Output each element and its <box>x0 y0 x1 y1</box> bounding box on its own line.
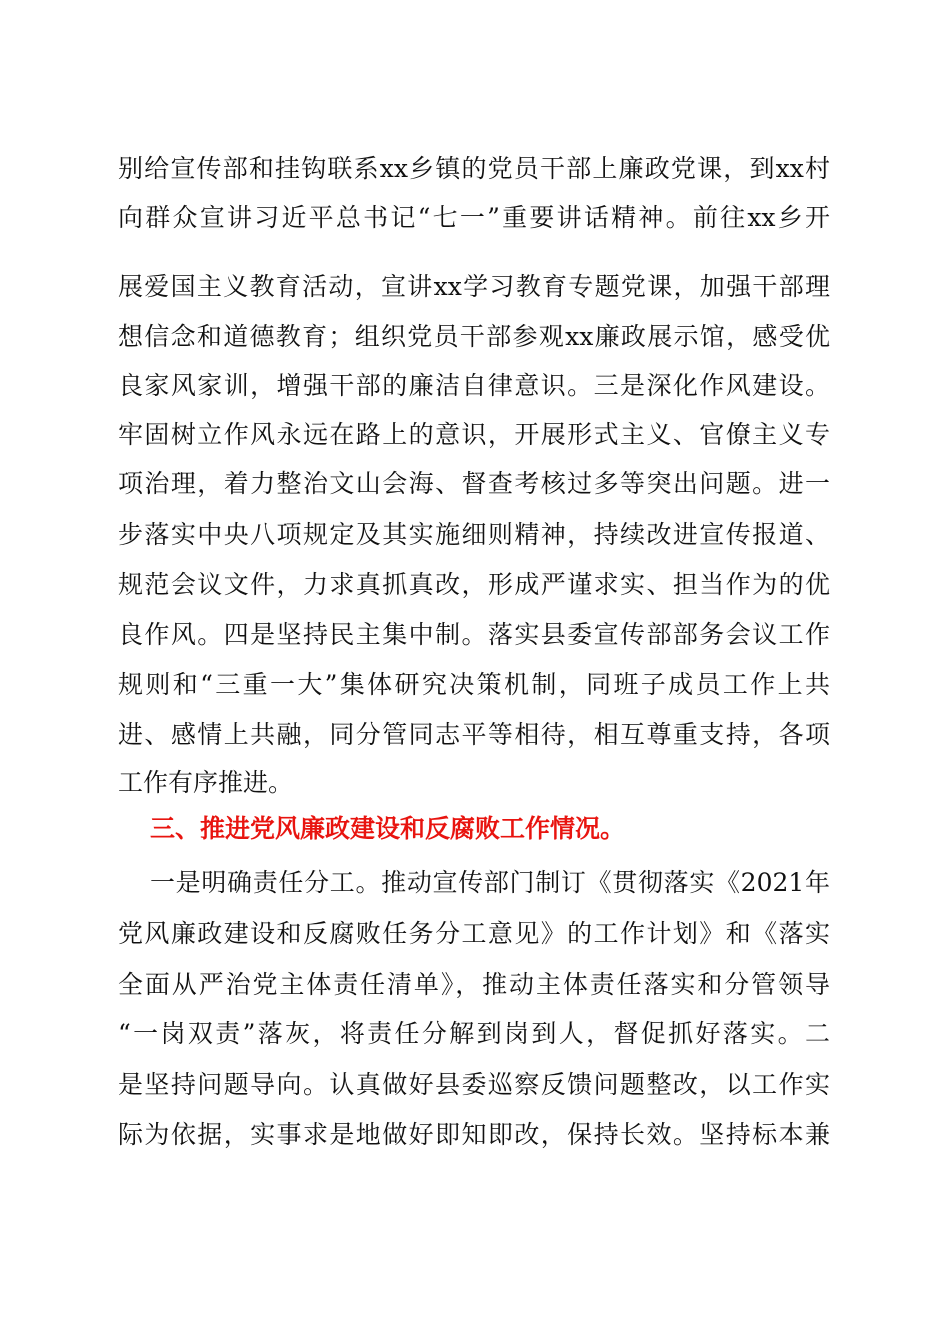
text-line: 是坚持问题导向。认真做好县委巡察反馈问题整改，以工作实 <box>118 1070 830 1099</box>
text-line: 项治理，着力整治文山会海、督查考核过多等突出问题。进一 <box>118 469 830 498</box>
text-line: 展爱国主义教育活动，宣讲xx学习教育专题党课，加强干部理 <box>118 272 830 301</box>
text-line: 想信念和道德教育；组织党员干部参观xx廉政展示馆，感受优 <box>118 322 830 351</box>
text-line: 牢固树立作风永远在路上的意识，开展形式主义、官僚主义专 <box>118 420 830 449</box>
text-line: 向群众宣讲习近平总书记“七一”重要讲话精神。前往xx乡开 <box>118 203 830 232</box>
text-line: 步落实中央八项规定及其实施细则精神，持续改进宣传报道、 <box>118 520 830 549</box>
text-line: 党风廉政建设和反腐败任务分工意见》的工作计划》和《落实 <box>118 919 830 948</box>
text-line: 一是明确责任分工。推动宣传部门制订《贯彻落实《2021年 <box>150 868 830 897</box>
text-line: 别给宣传部和挂钩联系xx乡镇的党员干部上廉政党课，到xx村 <box>118 154 830 183</box>
section-heading: 三、推进党风廉政建设和反腐败工作情况。 <box>150 814 626 843</box>
text-line: “一岗双责”落灰，将责任分解到岗到人，督促抓好落实。二 <box>118 1019 830 1048</box>
text-line: 全面从严治党主体责任清单》，推动主体责任落实和分管领导 <box>118 970 830 999</box>
text-line: 规范会议文件，力求真抓真改，形成严谨求实、担当作为的优 <box>118 570 830 599</box>
text-line: 良作风。四是坚持民主集中制。落实县委宣传部部务会议工作 <box>118 620 830 649</box>
text-line: 进、感情上共融，同分管同志平等相待，相互尊重支持，各项 <box>118 720 830 749</box>
text-line: 良家风家训，增强干部的廉洁自律意识。三是深化作风建设。 <box>118 371 830 400</box>
text-line: 工作有序推进。 <box>118 768 294 797</box>
text-line: 际为依据，实事求是地做好即知即改，保持长效。坚持标本兼 <box>118 1120 830 1149</box>
text-line: 规则和“三重一大”集体研究决策机制，同班子成员工作上共 <box>118 670 830 699</box>
